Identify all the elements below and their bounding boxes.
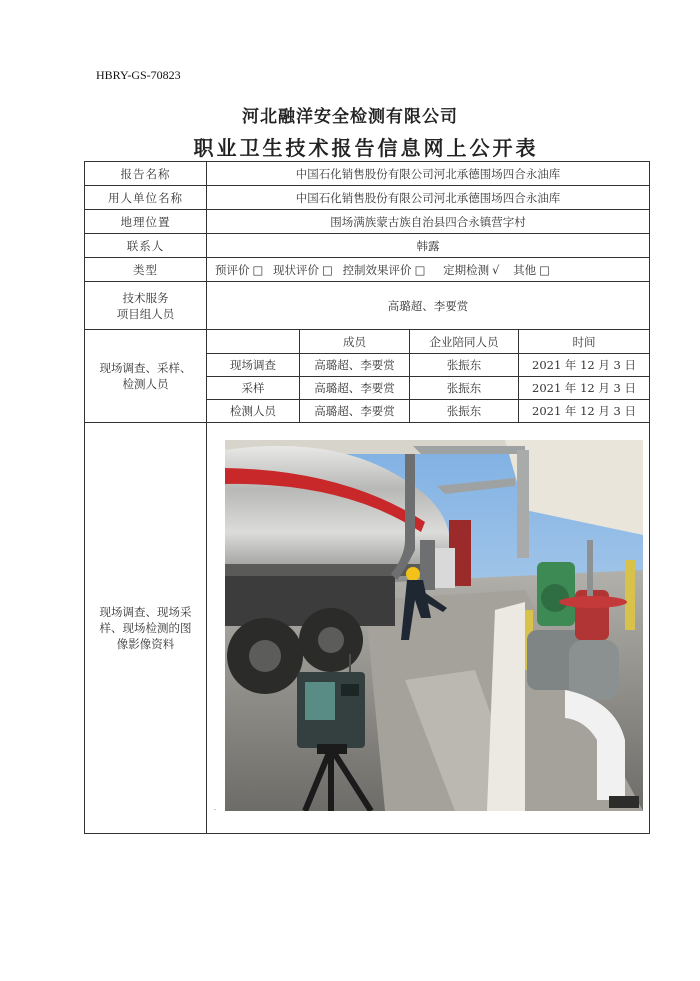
row-employer bbox=[85, 186, 650, 210]
document-title: 职业卫生技术报告信息网上公开表 bbox=[193, 136, 539, 160]
contact-value: 韩露 bbox=[207, 234, 650, 258]
staff-header-row bbox=[85, 330, 650, 354]
staff-header-escort: 企业陪同人员 bbox=[410, 330, 519, 354]
staff-escort: 张振东 bbox=[410, 377, 519, 400]
row-location bbox=[85, 210, 650, 234]
staff-header-time: 时间 bbox=[519, 330, 650, 354]
row-contact bbox=[85, 234, 650, 258]
type-option-periodic-testing: 定期检测 √ bbox=[443, 262, 500, 277]
type-option-control-effect: 控制效果评价 □ bbox=[342, 262, 426, 277]
type-options bbox=[207, 258, 650, 282]
checkbox-unchecked-icon: □ bbox=[252, 262, 264, 277]
report-name-label: 报告名称 bbox=[85, 162, 207, 186]
row-report-name bbox=[85, 162, 650, 186]
staff-escort: 张振东 bbox=[410, 354, 519, 377]
staff-header-empty bbox=[207, 330, 300, 354]
team-value: 高璐超、李要赏 bbox=[207, 282, 650, 330]
team-label: 技术服务 项目组人员 bbox=[85, 282, 207, 330]
images-label: 现场调查、现场采 样、现场检测的图 像影像资料 bbox=[85, 423, 207, 834]
staff-members: 高璐超、李要赏 bbox=[300, 377, 410, 400]
type-label: 类型 bbox=[85, 258, 207, 282]
document-id: HBRY-GS-70823 bbox=[96, 68, 181, 82]
company-name: 河北融洋安全检测有限公司 bbox=[242, 107, 458, 127]
type-option-pre-evaluation: 预评价 □ bbox=[215, 262, 264, 277]
report-name-value: 中国石化销售股份有限公司河北承德围场四合永油库 bbox=[207, 162, 650, 186]
location-label: 地理位置 bbox=[85, 210, 207, 234]
staff-members: 高璐超、李要赏 bbox=[300, 354, 410, 377]
checkbox-unchecked-icon: □ bbox=[539, 262, 550, 277]
checkmark-icon: √ bbox=[492, 262, 500, 277]
staff-label: 现场调查、采样、 检测人员 bbox=[85, 330, 207, 423]
staff-date: 2021 年 12 月 3 日 bbox=[519, 354, 650, 377]
checkbox-unchecked-icon: □ bbox=[322, 262, 333, 277]
staff-members: 高璐超、李要赏 bbox=[300, 400, 410, 423]
row-images bbox=[85, 423, 650, 834]
type-option-status-evaluation: 现状评价 □ bbox=[273, 262, 333, 277]
row-type bbox=[85, 258, 650, 282]
info-table bbox=[84, 161, 650, 834]
staff-header-members: 成员 bbox=[300, 330, 410, 354]
contact-label: 联系人 bbox=[85, 234, 207, 258]
employer-label: 用人单位名称 bbox=[85, 186, 207, 210]
photo-mark: · bbox=[214, 807, 216, 814]
staff-date: 2021 年 12 月 3 日 bbox=[519, 400, 650, 423]
staff-date: 2021 年 12 月 3 日 bbox=[519, 377, 650, 400]
employer-value: 中国石化销售股份有限公司河北承德围场四合永油库 bbox=[207, 186, 650, 210]
staff-role: 现场调查 bbox=[207, 354, 300, 377]
row-team bbox=[85, 282, 650, 330]
staff-escort: 张振东 bbox=[410, 400, 519, 423]
site-inspection-photo bbox=[225, 440, 643, 811]
images-cell bbox=[207, 423, 650, 834]
location-value: 围场满族蒙古族自治县四合永镇营字村 bbox=[207, 210, 650, 234]
staff-role: 采样 bbox=[207, 377, 300, 400]
staff-role: 检测人员 bbox=[207, 400, 300, 423]
checkbox-unchecked-icon: □ bbox=[414, 262, 426, 277]
type-option-other: 其他 □ bbox=[513, 262, 550, 277]
